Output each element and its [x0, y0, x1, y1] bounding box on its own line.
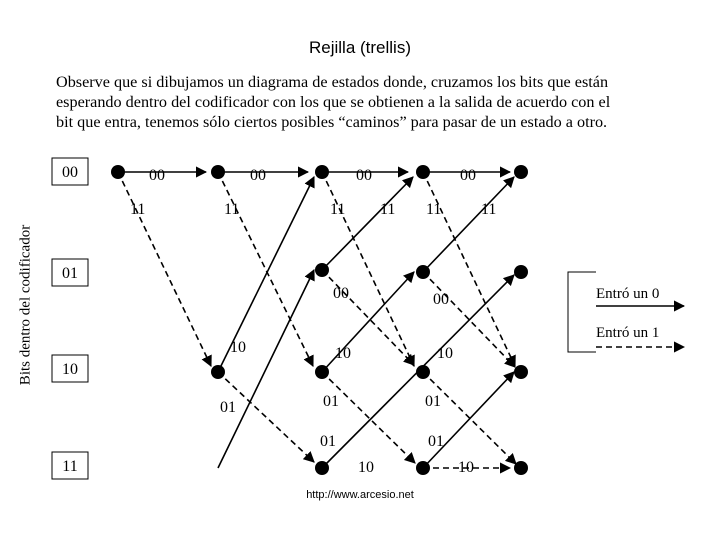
edge-label: 11 — [224, 201, 240, 218]
dashed-transitions — [118, 172, 516, 468]
state-label-11 — [52, 452, 88, 479]
svg-text:11: 11 — [62, 458, 78, 475]
state-label-01 — [52, 259, 88, 286]
intro-line: esperando dentro del codificador con los que se obtienen a la salida de acuerdo con el — [56, 93, 611, 111]
svg-text:10: 10 — [62, 361, 78, 378]
trellis-node — [111, 165, 125, 179]
trellis-node — [315, 461, 329, 475]
edge-label: 01 — [428, 433, 444, 450]
legend — [568, 272, 684, 352]
legend-label-input-zero: Entró un 0 — [596, 286, 660, 302]
edge-label: 00 — [356, 167, 372, 184]
svg-text:01: 01 — [62, 265, 78, 282]
legend-label-input-one: Entró un 1 — [596, 325, 660, 341]
trellis-node — [315, 365, 329, 379]
trellis-nodes — [111, 165, 528, 475]
edge-label: 00 — [250, 167, 266, 184]
edge-label: 11 — [330, 201, 346, 218]
edge-label: 00 — [433, 291, 449, 308]
edge-label: 10 — [358, 459, 374, 476]
edge-label: 01 — [220, 399, 236, 416]
edge-labels — [130, 167, 496, 476]
transition-10-11 — [423, 372, 516, 464]
trellis-node — [315, 263, 329, 277]
intro-line: bit que entra, tenemos sólo ciertos posibles “caminos” para pasar de un estado a otro. — [56, 113, 608, 131]
transition-01-00 — [423, 177, 514, 272]
edge-label: 00 — [460, 167, 476, 184]
trellis-node — [211, 165, 225, 179]
state-label-10 — [52, 355, 88, 382]
trellis-node — [416, 265, 430, 279]
trellis-node — [514, 165, 528, 179]
transition-01-00 — [322, 177, 413, 270]
svg-text:00: 00 — [62, 164, 78, 181]
transition-10-11 — [218, 372, 314, 462]
transition-11-11 — [423, 372, 514, 468]
edge-label: 10 — [458, 459, 474, 476]
edge-label: 10 — [335, 345, 351, 362]
trellis-node — [514, 365, 528, 379]
edge-label: 11 — [426, 201, 442, 218]
edge-label: 01 — [320, 433, 336, 450]
edge-label: 10 — [437, 345, 453, 362]
page-title: Rejilla (trellis) — [308, 38, 411, 57]
edge-label: 10 — [230, 339, 246, 356]
vertical-axis-label: Bits dentro del codificador — [17, 224, 34, 386]
trellis-node — [416, 165, 430, 179]
trellis-node — [211, 365, 225, 379]
trellis-node — [514, 461, 528, 475]
trellis-node — [416, 365, 430, 379]
edge-label: 01 — [323, 393, 339, 410]
transition-11-01 — [218, 270, 314, 468]
trellis-node — [514, 265, 528, 279]
state-label-00 — [52, 158, 88, 185]
edge-label: 11 — [481, 201, 497, 218]
footer-url: http://www.arcesio.net — [306, 489, 414, 501]
solid-transitions — [118, 172, 514, 468]
edge-label: 00 — [333, 285, 349, 302]
intro-line: Observe que si dibujamos un diagrama de estados donde, cruzamos los bits que están — [56, 73, 609, 91]
legend-bracket — [568, 272, 596, 352]
edge-label: 11 — [380, 201, 396, 218]
edge-label: 11 — [130, 201, 146, 218]
edge-label: 01 — [425, 393, 441, 410]
trellis-node — [416, 461, 430, 475]
trellis-node — [315, 165, 329, 179]
edge-label: 00 — [149, 167, 165, 184]
